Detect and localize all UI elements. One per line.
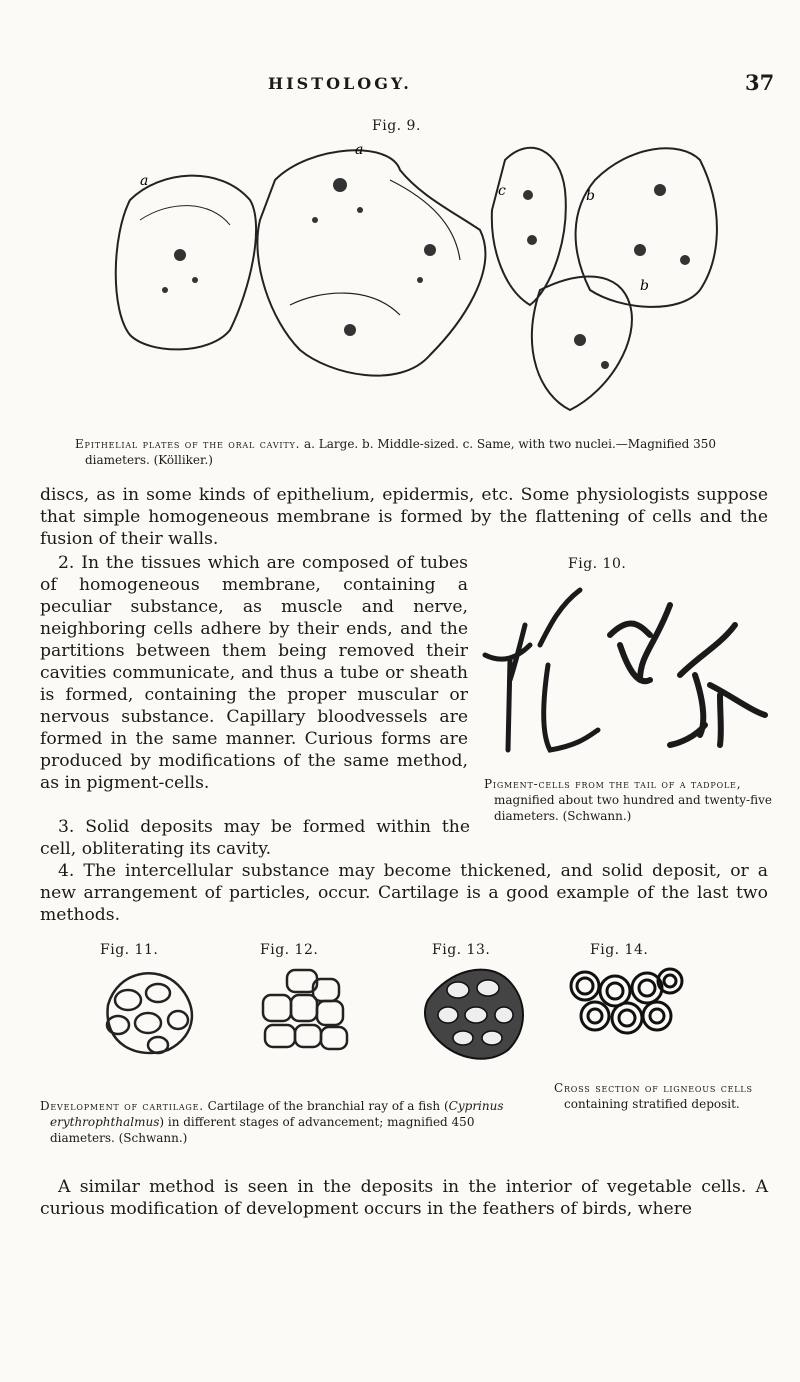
paragraph-2: 2. In the tissues which are composed of tubes of homogeneous membrane, containing a peculiar substance, as muscle and nerve, neighboring cells adhere by their ends, and the partitions between them being removed their cavities communicate, and thus a tube or sheath is formed, containing the proper muscular or nervous substance. Capillary bloodvessels are formed in the same manner. Curious forms are produced by modifications of the same method, as in pigment-cells. [40,553,468,793]
fig14-label: Fig. 14. [590,942,649,958]
page-header [0,70,800,104]
fig9-letter-a2: a [140,173,149,189]
fig11-label: Fig. 11. [100,942,159,958]
fig10-illustration [480,585,770,760]
page-number: 37 [745,70,775,95]
fig9-letter-b1: b [586,188,595,204]
fig14-caption-rest: containing stratified deposit. [564,1097,740,1111]
fig9-nuclei [162,178,690,369]
fig9-plate-a-small [116,176,256,350]
fig10-cell-1 [485,625,530,750]
fig10-cell-3 [610,605,670,681]
fig9-label: Fig. 9. [372,118,421,134]
fig9-illustration [100,140,750,410]
paragraph-intro: discs, as in some kinds of epithelium, epidermis, etc. Some physiologists suppose that simple homogeneous membrane is formed by the flattening of cells and the fusion of their walls. [40,485,768,549]
fig9-plate-a-large [257,150,485,375]
fig14-illustration [565,966,685,1046]
cartilage-caption-sc: Development of cartilage. [40,1099,204,1113]
fig9-caption-sc: Epithelial plates of the oral cavity. [75,437,301,451]
fig13-label: Fig. 13. [432,942,491,958]
cartilage-caption-part2: ) in different stages of advancement; magnified 450 diameters. (Schwann.) [50,1115,475,1145]
fig11-illustration [88,965,208,1060]
running-title: HISTOLOGY. [268,74,412,93]
fig14-caption [554,1080,784,1112]
fig9-caption-rest: a. Large. b. Middle-sized. c. Same, with two nuclei.—Magnified 350 diameters. (Kölliker.) [85,437,716,467]
fig9-letter-c: c [498,183,506,199]
fig9-letter-b2: b [640,278,649,294]
fig12-illustration [255,965,365,1060]
fig10-cell-2 [540,590,598,750]
fig14-caption-sc: Cross section of ligneous cells [554,1081,753,1095]
fig12-label: Fig. 12. [260,942,319,958]
fig10-caption [484,776,784,824]
cartilage-caption [40,1098,540,1146]
paragraph-final: A similar method is seen in the deposits in the interior of vegetable cells. A curious modification of development occurs in the feathers of birds, where [40,1177,768,1219]
fig9-plate-c [492,148,566,305]
paragraph-3: 3. Solid deposits may be formed within the cell, obliterating its cavity. [40,817,470,859]
fig9-letter-a1: a [355,142,364,158]
fig10-caption-rest: magnified about two hundred and twenty-five diameters. (Schwann.) [494,793,772,823]
paragraph-4: 4. The intercellular substance may become thickened, and solid deposit, or a new arrangement of particles, occur. Cartilage is a good example of the last two methods. [40,861,768,925]
fig13-illustration [418,960,538,1070]
cartilage-caption-species: Cyprinus erythrophthalmus [50,1099,504,1129]
cartilage-caption-part1: Cartilage of the branchial ray of a fish ( [203,1099,449,1113]
fig9-caption [75,436,737,468]
fig10-cell-4 [670,625,765,745]
fig10-label: Fig. 10. [568,556,627,572]
fig10-caption-sc: Pigment-cells from the tail of a tadpole, [484,777,742,791]
